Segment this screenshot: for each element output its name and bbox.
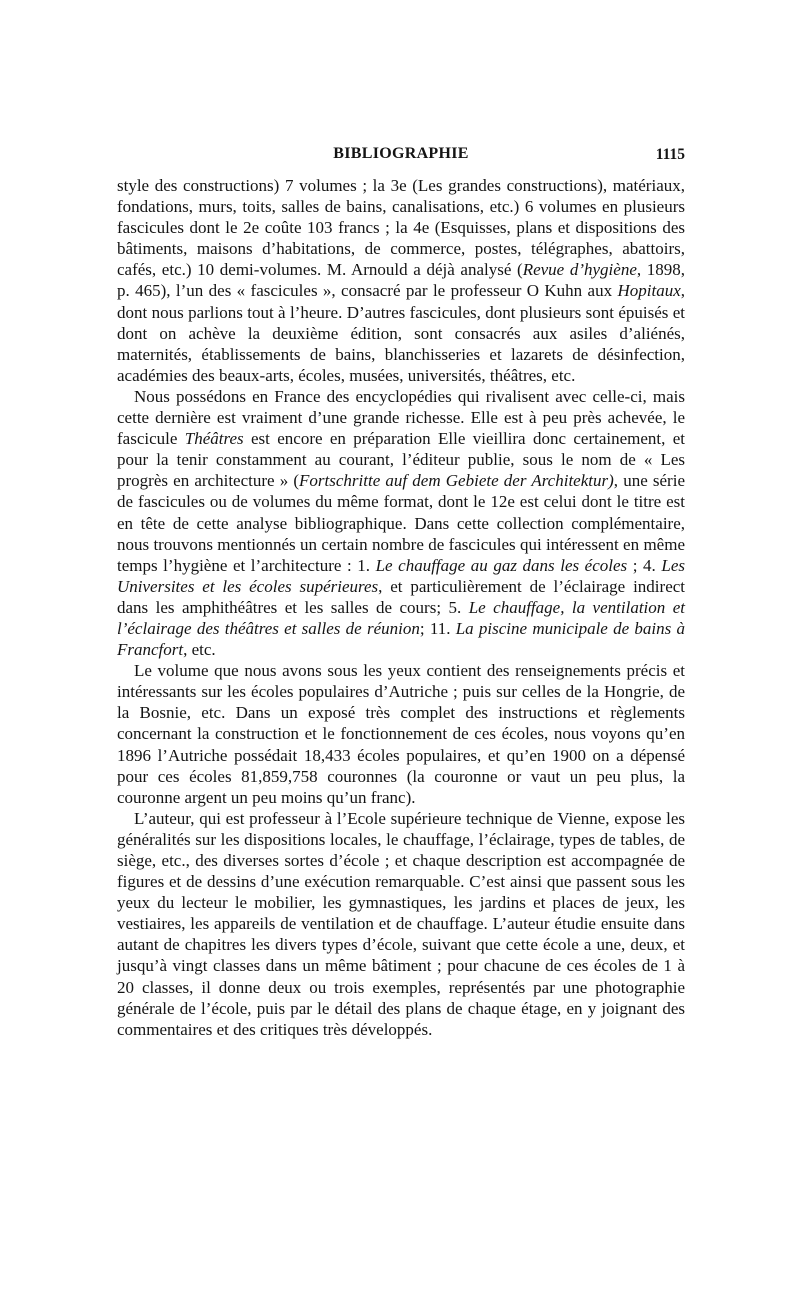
page-header (117, 145, 685, 169)
italic-title: Hopitaux (617, 281, 681, 301)
paragraph (117, 660, 685, 808)
body-text (117, 175, 685, 1040)
text-segment: est encore en préparation Elle vieillira donc certainement, et pour la tenir constamment au courant, l’éditeur publie, sous le nom de « Les progrès en architecture » ( (117, 429, 685, 491)
paragraph (117, 808, 685, 1040)
text-segment: , 1898, p. 465), l’un des « fascicules », consacré par le professeur O Kuhn aux (117, 260, 686, 301)
text-segment: Le volume que nous avons sous les yeux contient des renseignements précis et intéressants sur les écoles populaires d’Autriche ; puis sur celles de la Hongrie, de la Bosnie, etc. Dans un exposé très complet des instructions et règlements concernant la construction et le fonctionnement de ces écoles, nous voyons qu’en 1896 l’Autriche possédait 18,433 écoles populaires, et qu’en 1900 on a dépensé pour ces écoles 81,859,758 couronnes (la couronne or vaut un peu plus, la couronne argent un peu moins qu’un franc). (117, 661, 685, 807)
italic-title: Le chauffage, la ventilation et l’éclairage des théâtres et salles de réunion (117, 597, 685, 638)
italic-title: Théâtres (184, 429, 244, 449)
text-segment: ; 11. (419, 618, 456, 638)
text-segment: , etc. (183, 640, 216, 660)
page-number: 1115 (655, 146, 685, 163)
running-title: BIBLIOGRAPHIE (333, 145, 469, 162)
italic-title: Les Universites et les écoles supérieures (117, 555, 685, 596)
text-segment: , dont nous parlions tout à l’heure. D’autres fascicules, dont plusieurs sont épuisés et dont on achève la deuxième édition, sont consacrés aux asiles d’aliénés, maternités, établissements de bains, blanchisseries et lazarets de désinfection, académies des beaux-arts, écoles, musées, universités, théâtres, etc. (117, 281, 685, 385)
text-segment: L’auteur, qui est professeur à l’Ecole supérieure technique de Vienne, expose les généralités sur les dispositions locales, le chauffage, l’éclairage, types de tables, de siège, etc., des diverses sortes d’école ; et chaque description est accompagnée de figures et de dessins d’une exécution remarquable. C’est ainsi que passent sous les yeux du lecteur le mobilier, les gymnastiques, les jardins et places de jeux, les vestiaires, les appareils de ventilation et de chauffage. L’auteur étudie ensuite dans autant de chapitres les divers types d’école, suivant que cette école a une, deux, et jusqu’à vingt classes dans un même bâtiment ; pour chacune de ces écoles de 1 à 20 classes, il donne deux ou trois exemples, représentés par une photographie générale de l’école, puis par le détail des plans de chaque étage, en y joignant des commentaires et des critiques très développés. (117, 808, 685, 1039)
italic-title: Le chauffage au gaz dans les écoles (375, 555, 628, 575)
text-segment: , une série de fascicules ou de volumes du même format, dont le 12e est celui dont le titre est en tête de cette analyse bibliographique. Dans cette collection complémentaire, nous trouvons mentionnés un certain nombre de fascicules qui intéressent en même temps l’hygiène et l’architecture : 1. (117, 471, 685, 575)
text-segment: style des constructions) 7 volumes ; la 3e (Les grandes constructions), matériaux, fondations, murs, toits, salles de bains, canalisations, etc.) 6 volumes en plusieurs fascicules dont le 2e coûte 103 francs ; la 4e (Esquisses, plans et dispositions des bâtiments, maisons d’habitations, de commerce, postes, télégraphes, abattoirs, cafés, etc.) 10 demi-volumes. M. Arnould a déjà analysé ( (117, 176, 685, 280)
text-segment: Nous possédons en France des encyclopédies qui rivalisent avec celle-ci, mais cette dernière est vraiment d’une grande richesse. Elle est à peu près achevée, le fascicule (117, 386, 685, 449)
text-segment: ; 4. (627, 555, 662, 575)
italic-title: Fortschritte auf dem Gebiete der Architektur) (299, 471, 614, 491)
text-segment: , et particulièrement de l’éclairage indirect dans les amphithéâtres et les salles de cours; 5. (117, 576, 686, 617)
italic-title: Revue d’hygiène (522, 260, 637, 280)
paragraph (117, 386, 685, 660)
paragraph (117, 175, 685, 386)
italic-title: La piscine municipale de bains à Francfort (117, 618, 686, 660)
